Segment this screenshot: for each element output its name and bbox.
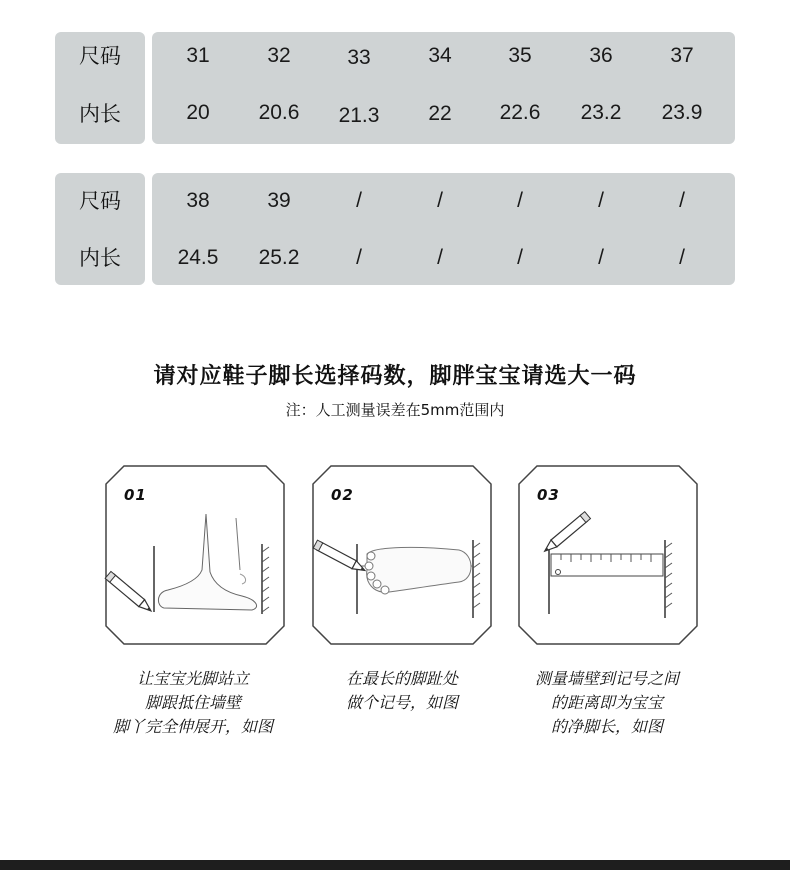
length-cell: 24.5 xyxy=(177,246,219,269)
caption-line: 的距离即为宝宝 xyxy=(550,693,663,712)
step-3-illustration xyxy=(515,462,701,648)
caption-line: 脚跟抵住墙壁 xyxy=(144,693,241,712)
size-cell: 33 xyxy=(347,46,371,69)
size-table-2 xyxy=(55,173,735,285)
measure-error-note: 注：人工测量误差在5mm范围内 xyxy=(285,401,505,419)
size-cell: / xyxy=(437,189,443,212)
length-cell: / xyxy=(437,246,443,269)
length-row-label: 内长 xyxy=(79,102,121,126)
caption-line: 测量墙壁到记号之间 xyxy=(534,669,679,688)
caption-line: 让宝宝光脚站立 xyxy=(136,669,249,688)
step-1-caption xyxy=(83,667,303,739)
size-cell: 39 xyxy=(267,189,291,212)
step-2-illustration xyxy=(309,462,495,648)
caption-line: 的净脚长，如图 xyxy=(550,717,663,736)
length-cell: 20 xyxy=(186,101,210,124)
table-values xyxy=(152,32,735,144)
size-cell: 31 xyxy=(186,44,210,67)
size-cell: / xyxy=(598,189,604,212)
size-cell: / xyxy=(679,189,685,212)
step-3-number: 03 xyxy=(537,486,560,504)
size-cell: / xyxy=(517,189,523,212)
length-cell: 21.3 xyxy=(338,104,380,127)
length-cell: 23.2 xyxy=(580,101,622,124)
caption-line: 在最长的脚趾处 xyxy=(345,669,458,688)
size-row-label: 尺码 xyxy=(79,189,121,213)
length-cell: 25.2 xyxy=(258,246,300,269)
table-values xyxy=(152,173,735,285)
size-cell: 32 xyxy=(267,44,291,67)
size-row-label: 尺码 xyxy=(79,44,121,68)
caption-line: 做个记号，如图 xyxy=(345,693,458,712)
step-2-caption xyxy=(292,667,512,715)
step-2-number: 02 xyxy=(331,486,354,504)
length-cell: 20.6 xyxy=(258,101,300,124)
table-label-column xyxy=(55,173,145,285)
length-cell: / xyxy=(517,246,523,269)
length-cell: / xyxy=(356,246,362,269)
length-cell: 22 xyxy=(428,102,452,125)
step-3-caption xyxy=(497,667,717,739)
size-cell: 37 xyxy=(670,44,694,67)
table-label-column xyxy=(55,32,145,144)
length-row-label: 内长 xyxy=(79,246,121,270)
length-cell: / xyxy=(598,246,604,269)
length-cell: 22.6 xyxy=(499,101,541,124)
size-cell: 35 xyxy=(508,44,532,67)
step-1-number: 01 xyxy=(124,486,147,504)
size-cell: / xyxy=(356,189,362,212)
length-cell: / xyxy=(679,246,685,269)
measure-heading: 请对应鞋子脚长选择码数，脚胖宝宝请选大一码 xyxy=(153,364,637,389)
size-table-1 xyxy=(55,32,735,144)
footer-bar xyxy=(0,860,790,870)
size-cell: 34 xyxy=(428,44,452,67)
size-cell: 36 xyxy=(589,44,613,67)
caption-line: 脚丫完全伸展开，如图 xyxy=(112,717,273,736)
size-cell: 38 xyxy=(186,189,210,212)
length-cell: 23.9 xyxy=(661,101,703,124)
step-1-illustration xyxy=(102,462,288,648)
